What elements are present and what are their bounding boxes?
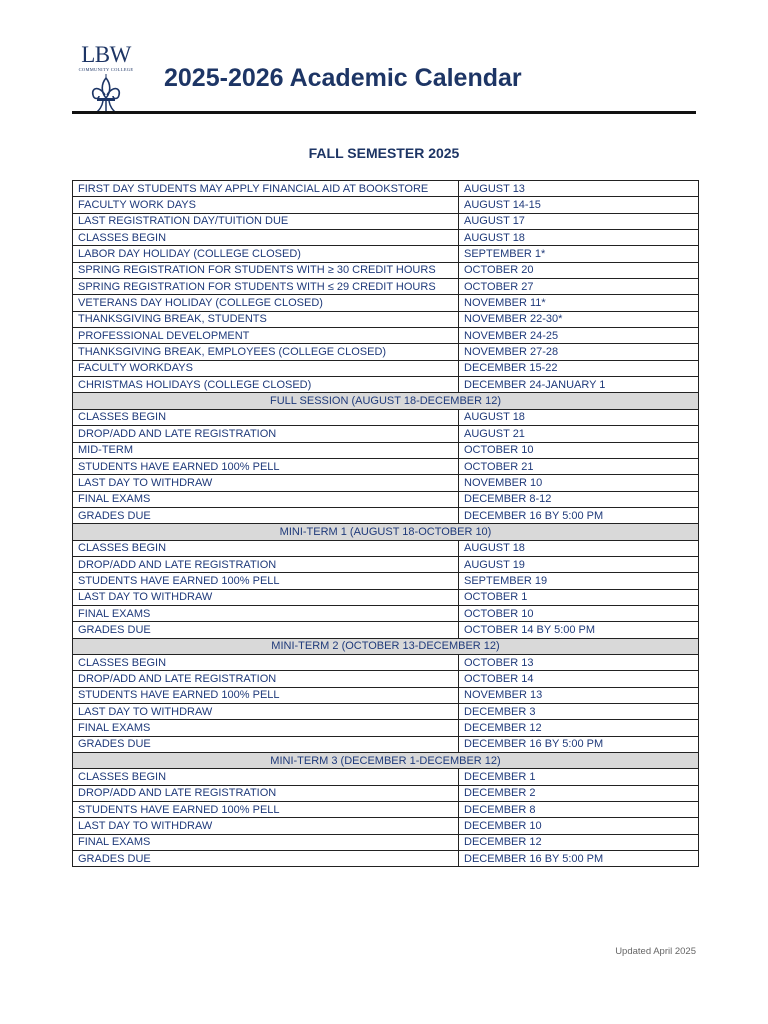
date-cell: AUGUST 18 — [459, 230, 699, 246]
event-cell: VETERANS DAY HOLIDAY (COLLEGE CLOSED) — [73, 295, 459, 311]
date-cell: DECEMBER 12 — [459, 720, 699, 736]
session-header: FULL SESSION (AUGUST 18-DECEMBER 12) — [73, 393, 699, 409]
event-cell: LAST REGISTRATION DAY/TUITION DUE — [73, 213, 459, 229]
table-row — [73, 442, 699, 458]
table-row — [73, 377, 699, 393]
date-cell: AUGUST 18 — [459, 409, 699, 425]
table-row — [73, 736, 699, 752]
session-header-row — [73, 753, 699, 769]
table-row — [73, 540, 699, 556]
event-cell: GRADES DUE — [73, 622, 459, 638]
date-cell: AUGUST 21 — [459, 426, 699, 442]
table-row — [73, 279, 699, 295]
table-row — [73, 785, 699, 801]
table-row — [73, 409, 699, 425]
date-cell: SEPTEMBER 1* — [459, 246, 699, 262]
event-cell: DROP/ADD AND LATE REGISTRATION — [73, 426, 459, 442]
session-header-row — [73, 638, 699, 654]
event-cell: CLASSES BEGIN — [73, 409, 459, 425]
date-cell: AUGUST 14-15 — [459, 197, 699, 213]
event-cell: STUDENTS HAVE EARNED 100% PELL — [73, 458, 459, 474]
event-cell: LAST DAY TO WITHDRAW — [73, 704, 459, 720]
fleur-de-lis-icon — [90, 74, 122, 114]
event-cell: CHRISTMAS HOLIDAYS (COLLEGE CLOSED) — [73, 377, 459, 393]
event-cell: THANKSGIVING BREAK, EMPLOYEES (COLLEGE CLOSED) — [73, 344, 459, 360]
event-cell: FACULTY WORKDAYS — [73, 360, 459, 376]
updated-note: Updated April 2025 — [615, 946, 696, 957]
date-cell: OCTOBER 1 — [459, 589, 699, 605]
event-cell: CLASSES BEGIN — [73, 540, 459, 556]
date-cell: NOVEMBER 22-30* — [459, 311, 699, 327]
event-cell: THANKSGIVING BREAK, STUDENTS — [73, 311, 459, 327]
logo-text: LBW — [81, 42, 131, 67]
date-cell: SEPTEMBER 19 — [459, 573, 699, 589]
table-row — [73, 851, 699, 867]
logo-subtext: COMMUNITY COLLEGE — [78, 67, 134, 72]
event-cell: SPRING REGISTRATION FOR STUDENTS WITH ≥ 30 CREDIT HOURS — [73, 262, 459, 278]
date-cell: OCTOBER 10 — [459, 442, 699, 458]
table-row — [73, 622, 699, 638]
date-cell: AUGUST 18 — [459, 540, 699, 556]
table-row — [73, 458, 699, 474]
date-cell: DECEMBER 16 BY 5:00 PM — [459, 851, 699, 867]
table-row — [73, 197, 699, 213]
date-cell: OCTOBER 14 — [459, 671, 699, 687]
college-logo — [78, 44, 132, 112]
table-row — [73, 246, 699, 262]
table-row — [73, 834, 699, 850]
table-row — [73, 671, 699, 687]
event-cell: LAST DAY TO WITHDRAW — [73, 475, 459, 491]
event-cell: FINAL EXAMS — [73, 834, 459, 850]
table-row — [73, 426, 699, 442]
date-cell: OCTOBER 14 BY 5:00 PM — [459, 622, 699, 638]
session-header: MINI-TERM 1 (AUGUST 18-OCTOBER 10) — [73, 524, 699, 540]
event-cell: FINAL EXAMS — [73, 720, 459, 736]
event-cell: DROP/ADD AND LATE REGISTRATION — [73, 671, 459, 687]
event-cell: SPRING REGISTRATION FOR STUDENTS WITH ≤ 29 CREDIT HOURS — [73, 279, 459, 295]
event-cell: DROP/ADD AND LATE REGISTRATION — [73, 556, 459, 572]
date-cell: NOVEMBER 11* — [459, 295, 699, 311]
table-row — [73, 344, 699, 360]
table-row — [73, 230, 699, 246]
event-cell: FACULTY WORK DAYS — [73, 197, 459, 213]
table-row — [73, 573, 699, 589]
date-cell: DECEMBER 1 — [459, 769, 699, 785]
table-row — [73, 507, 699, 523]
event-cell: STUDENTS HAVE EARNED 100% PELL — [73, 687, 459, 703]
session-header: MINI-TERM 2 (OCTOBER 13-DECEMBER 12) — [73, 638, 699, 654]
table-row — [73, 687, 699, 703]
date-cell: OCTOBER 27 — [459, 279, 699, 295]
date-cell: NOVEMBER 27-28 — [459, 344, 699, 360]
date-cell: OCTOBER 21 — [459, 458, 699, 474]
event-cell: FINAL EXAMS — [73, 605, 459, 621]
date-cell: DECEMBER 3 — [459, 704, 699, 720]
session-header: MINI-TERM 3 (DECEMBER 1-DECEMBER 12) — [73, 753, 699, 769]
page-title: 2025-2026 Academic Calendar — [164, 64, 522, 92]
date-cell: DECEMBER 24-JANUARY 1 — [459, 377, 699, 393]
table-row — [73, 720, 699, 736]
event-cell: LAST DAY TO WITHDRAW — [73, 589, 459, 605]
calendar-table — [72, 180, 699, 867]
date-cell: AUGUST 19 — [459, 556, 699, 572]
event-cell: CLASSES BEGIN — [73, 230, 459, 246]
date-cell: OCTOBER 13 — [459, 654, 699, 670]
page-header — [72, 40, 696, 112]
date-cell: NOVEMBER 13 — [459, 687, 699, 703]
date-cell: DECEMBER 15-22 — [459, 360, 699, 376]
event-cell: LABOR DAY HOLIDAY (COLLEGE CLOSED) — [73, 246, 459, 262]
date-cell: DECEMBER 12 — [459, 834, 699, 850]
date-cell: DECEMBER 16 BY 5:00 PM — [459, 507, 699, 523]
event-cell: STUDENTS HAVE EARNED 100% PELL — [73, 802, 459, 818]
date-cell: DECEMBER 10 — [459, 818, 699, 834]
event-cell: GRADES DUE — [73, 851, 459, 867]
event-cell: STUDENTS HAVE EARNED 100% PELL — [73, 573, 459, 589]
date-cell: DECEMBER 16 BY 5:00 PM — [459, 736, 699, 752]
table-row — [73, 360, 699, 376]
table-row — [73, 589, 699, 605]
event-cell: DROP/ADD AND LATE REGISTRATION — [73, 785, 459, 801]
table-row — [73, 769, 699, 785]
event-cell: GRADES DUE — [73, 736, 459, 752]
header-divider — [72, 111, 696, 114]
table-row — [73, 704, 699, 720]
event-cell: MID-TERM — [73, 442, 459, 458]
event-cell: PROFESSIONAL DEVELOPMENT — [73, 328, 459, 344]
date-cell: DECEMBER 8 — [459, 802, 699, 818]
table-row — [73, 181, 699, 197]
table-row — [73, 818, 699, 834]
event-cell: LAST DAY TO WITHDRAW — [73, 818, 459, 834]
event-cell: FINAL EXAMS — [73, 491, 459, 507]
date-cell: NOVEMBER 24-25 — [459, 328, 699, 344]
date-cell: OCTOBER 20 — [459, 262, 699, 278]
date-cell: AUGUST 13 — [459, 181, 699, 197]
event-cell: CLASSES BEGIN — [73, 654, 459, 670]
calendar-body — [73, 181, 699, 867]
date-cell: OCTOBER 10 — [459, 605, 699, 621]
event-cell: CLASSES BEGIN — [73, 769, 459, 785]
table-row — [73, 605, 699, 621]
date-cell: DECEMBER 2 — [459, 785, 699, 801]
table-row — [73, 556, 699, 572]
table-row — [73, 802, 699, 818]
table-row — [73, 213, 699, 229]
table-row — [73, 311, 699, 327]
table-row — [73, 262, 699, 278]
session-header-row — [73, 393, 699, 409]
table-row — [73, 475, 699, 491]
event-cell: FIRST DAY STUDENTS MAY APPLY FINANCIAL AID AT BOOKSTORE — [73, 181, 459, 197]
date-cell: DECEMBER 8-12 — [459, 491, 699, 507]
table-row — [73, 491, 699, 507]
event-cell: GRADES DUE — [73, 507, 459, 523]
date-cell: NOVEMBER 10 — [459, 475, 699, 491]
date-cell: AUGUST 17 — [459, 213, 699, 229]
session-header-row — [73, 524, 699, 540]
section-title: FALL SEMESTER 2025 — [308, 145, 460, 161]
table-row — [73, 328, 699, 344]
table-row — [73, 295, 699, 311]
table-row — [73, 654, 699, 670]
